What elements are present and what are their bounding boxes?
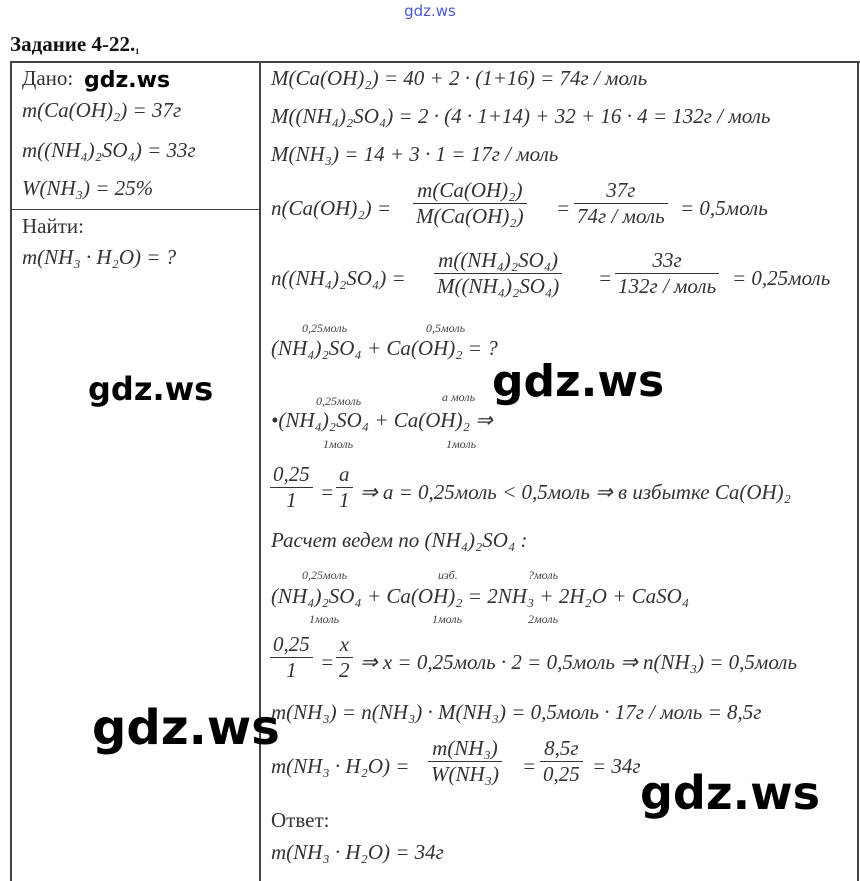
fraction-numerator: 33г [652,248,682,272]
fraction-numerator: 0,25 [273,632,310,656]
proportion2-right [336,632,353,683]
table-left-border [10,61,12,881]
table-right-border [857,61,859,881]
calculation-basis: Расчет ведем по (NH₄)₂SO₄ : [271,528,528,552]
ammonia-solution-mass-lhs: m(NH₃ · H₂O) = [271,754,410,778]
fraction-denominator: 1 [286,488,297,513]
equals-sign: = [320,650,335,674]
reaction3-annotation-ammonium-sulfate: 0,25моль [302,568,348,582]
reaction1-annotation-ammonium-sulfate: 0,25моль [302,321,348,335]
ammonia-solution-mass-result: = 34г [592,754,641,778]
given-mass-calcium-hydroxide: m(Ca(OH)₂) = 37г [22,98,182,122]
proportion1-right [336,462,353,513]
amount-calcium-hydroxide-lhs: n(Ca(OH)₂) = [271,196,392,220]
ammonia-solution-mass-formula [428,736,502,787]
given-mass-ammonium-sulfate: m((NH₄)₂SO₄) = 33г [22,138,196,162]
fraction-denominator: W(NH₃) [431,762,499,787]
given-find-separator [10,209,260,210]
amount-ammonium-sulfate-formula [434,248,562,299]
amount-calcium-hydroxide-result: = 0,5моль [680,196,768,220]
reaction3-coefficient-calcium-hydroxide: 1моль [432,612,463,626]
reaction1-annotation-calcium-hydroxide: 0,5моль [426,321,466,335]
reaction3-annotation-ammonia: ?моль [528,568,559,582]
table-top-border [10,61,860,63]
molar-mass-ammonium-sulfate: M((NH₄)₂SO₄) = 2 · (4 · 1+14) + 32 + 16 · 4 = 132г / моль [271,104,771,128]
fraction-numerator: 8,5г [544,736,579,760]
fraction-numerator: m((NH₄)₂SO₄) [438,248,559,272]
fraction-denominator: 1 [339,488,350,513]
ammonia-mass: m(NH₃) = n(NH₃) · M(NH₃) = 0,5моль · 17г / моль = 8,5г [271,700,762,724]
reaction3: (NH₄)₂SO₄ + Ca(OH)₂ = 2NH₃ + 2H₂O + CaSO₄ [271,584,690,608]
amount-ammonium-sulfate-result: = 0,25моль [732,266,831,290]
fraction-numerator: m(Ca(OH)₂) [417,178,523,202]
equals-sign: = [320,480,335,504]
fraction-denominator: 132г / моль [618,274,717,299]
reaction1: (NH₄)₂SO₄ + Ca(OH)₂ = ? [271,336,498,360]
ammonia-amount-result: ⇒ x = 0,25моль · 2 = 0,5моль ⇒ n(NH₃) = 0,5моль [360,650,798,674]
excess-conclusion: ⇒ a = 0,25моль < 0,5моль ⇒ в избытке Ca(OH)₂ [360,480,791,504]
molar-mass-ammonia: M(NH₃) = 14 + 3 · 1 = 17г / моль [271,142,559,166]
amount-ammonium-sulfate-lhs: n((NH₄)₂SO₄) = [271,266,406,290]
fraction-numerator: m(NH₃) [432,736,498,760]
find-label: Найти: [22,214,84,238]
fraction-numerator: a [339,462,350,486]
top-watermark: gdz.ws [404,2,456,20]
fraction-denominator: M(Ca(OH)₂) [416,204,524,229]
fraction-numerator: 37г [606,178,636,202]
table-divider [259,61,261,881]
amount-ammonium-sulfate-values [615,248,719,299]
fraction-denominator: 2 [339,658,350,683]
equals-sign: = [556,196,571,220]
proportion2-left [270,632,313,683]
reaction3-coefficient-ammonia: 2моль [528,612,559,626]
proportion1-left [270,462,313,513]
watermark: gdz.ws [492,356,665,407]
molar-mass-calcium-hydroxide: M(Ca(OH)₂) = 40 + 2 · (1+16) = 74г / моль [271,66,648,90]
given-mass-fraction: W(NH₃) = 25% [22,176,154,200]
reaction3-annotation-calcium-hydroxide: изб. [438,568,458,582]
fraction-denominator: 1 [286,658,297,683]
fraction-denominator: M((NH₄)₂SO₄) [437,274,560,299]
amount-calcium-hydroxide-formula [413,178,527,229]
reaction2-coefficient-ammonium-sulfate: 1моль [323,437,354,451]
fraction-denominator: 0,25 [543,762,580,787]
watermark: gdz.ws [92,700,280,756]
answer-label: Ответ: [271,808,330,832]
task-title: Задание 4-22.₁ [10,32,140,56]
reaction2-annotation-calcium-hydroxide: a моль [442,390,476,404]
amount-calcium-hydroxide-values [574,178,668,229]
equals-sign: = [598,266,613,290]
find-unknown: m(NH₃ · H₂O) = ? [22,245,177,269]
fraction-numerator: 0,25 [273,462,310,486]
reaction3-coefficient-ammonium-sulfate: 1моль [309,612,340,626]
watermark: gdz.ws [88,370,214,408]
answer-value: m(NH₃ · H₂O) = 34г [271,840,444,864]
fraction-denominator: 74г / моль [577,204,665,229]
watermark: gdz.ws [640,766,820,820]
given-label: Дано: [22,66,74,90]
ammonia-solution-mass-values [540,736,583,787]
reaction2-coefficient-calcium-hydroxide: 1моль [446,437,477,451]
reaction2: •(NH₄)₂SO₄ + Ca(OH)₂ ⇒ [271,408,493,432]
watermark: gdz.ws [84,68,171,93]
reaction2-annotation-ammonium-sulfate: 0,25моль [316,394,362,408]
fraction-numerator: x [339,632,349,656]
equals-sign: = [522,754,537,778]
